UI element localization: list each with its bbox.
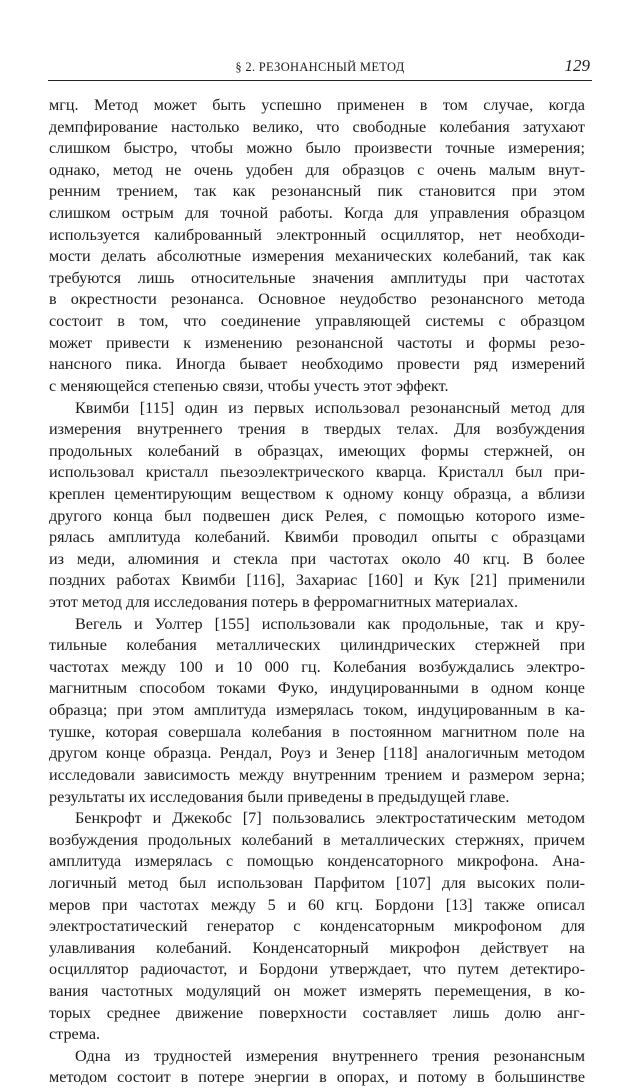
text-line: слишком быстро, чтобы можно было произвести точные измерения; xyxy=(49,139,585,158)
text-line: амплитуда измерялась с помощью конденсаторного микрофона. Ана- xyxy=(49,852,585,871)
text-line: образца; при этом амплитуда измерялась током, индуцированным в ка- xyxy=(49,701,585,720)
text-line: используется калиброванный электронный осциллятор, нет необходи- xyxy=(49,225,585,244)
text-line: нансного пика. Иногда бывает необходимо провести ряд измерений xyxy=(49,355,585,374)
text-line: этот метод для исследования потерь в ферромагнитных материалах. xyxy=(49,593,519,612)
text-line: креплен цементирующим веществом к одному концу образца, а вблизи xyxy=(49,484,585,503)
text-line: тушке, которая совершала колебания в постоянном магнитном поле на xyxy=(49,722,585,741)
text-line: однако, метод не очень удобен для образцов с очень малым внут- xyxy=(49,160,585,179)
text-line: логичный метод был использован Парфитом [107] для высоких поли- xyxy=(49,873,585,892)
text-line: торых среднее движение поверхности составляет лишь долю анг- xyxy=(49,1003,585,1022)
text-line: Бенкрофт и Джекобс [7] пользовались электростатическим методом xyxy=(75,809,585,828)
page-number: 129 xyxy=(564,56,590,75)
text-line: другом конце образца. Рендал, Роуз и Зенер [118] аналогичным методом xyxy=(49,744,585,763)
text-line: Квимби [115] один из первых использовал резонансный метод для xyxy=(75,398,585,417)
text-line: исследовали зависимость между внутренним трением и размером зерна; xyxy=(49,765,585,784)
text-line: поздних работах Квимби [116], Захариас [160] и Кук [21] применили xyxy=(49,571,585,590)
text-line: Одна из трудностей измерения внутреннего трения резонансным xyxy=(75,1046,585,1065)
text-line: методом состоит в потере энергии в опорах, и потому в большинстве xyxy=(49,1068,585,1087)
body-text xyxy=(49,95,585,1089)
text-line: осциллятор радиочастот, и Бордони утверждает, что путем детектиро- xyxy=(49,960,585,979)
text-line: другого конца был подвешен диск Релея, с помощью которого изме- xyxy=(49,506,585,525)
text-line: улавливания колебаний. Конденсаторный микрофон действует на xyxy=(49,938,585,957)
text-line: стрема. xyxy=(49,1025,101,1044)
text-line: возбуждения продольных колебаний в металлических стержнях, причем xyxy=(49,830,585,849)
text-line: требуются лишь относительные значения амплитуды при частотах xyxy=(49,268,585,287)
text-line: тильные колебания металлических цилиндрических стержней при xyxy=(49,636,585,655)
paragraph xyxy=(49,614,585,808)
text-line: может привести к изменению резонансной частоты и формы резо- xyxy=(49,333,585,352)
page-header xyxy=(48,56,592,81)
text-line: вания частотных модуляций он может измерять перемещения, в ко- xyxy=(49,981,585,1000)
text-line: мости делать абсолютные измерения механических колебаний, так как xyxy=(49,247,585,266)
paragraph xyxy=(49,95,585,398)
paragraph xyxy=(49,1046,585,1089)
text-line: ренним трением, так как резонансный пик становится при этом xyxy=(49,182,585,201)
text-line: результаты их исследования были приведены в предыдущей главе. xyxy=(49,787,510,806)
text-line: рялась амплитуда колебаний. Квимби проводил опыты с образцами xyxy=(49,528,585,547)
text-line: использовал кристалл пьезоэлектрического кварца. Кристалл был при- xyxy=(49,463,585,482)
text-line: магнитным способом токами Фуко, индуцированными в одном конце xyxy=(49,679,585,698)
text-line: слишком острым для точной работы. Когда для управления образцом xyxy=(49,204,585,223)
text-line: электростатический генератор с конденсаторным микрофоном для xyxy=(49,917,585,936)
text-line: продольных колебаний в образцах, имеющих формы стержней, он xyxy=(49,441,585,460)
text-line: мгц. Метод может быть успешно применен в том случае, когда xyxy=(49,96,585,114)
text-line: состоит в том, что соединение управляющей системы с образцом xyxy=(49,312,585,331)
running-title: § 2. РЕЗОНАНСНЫЙ МЕТОД xyxy=(235,60,405,74)
text-line: в окрестности резонанса. Основное неудобство резонансного метода xyxy=(49,290,585,309)
text-line: с меняющейся степенью связи, чтобы учесть этот эффект. xyxy=(49,376,449,395)
paragraph xyxy=(49,398,585,614)
text-line: демпфирование настолько велико, что свободные колебания затухают xyxy=(49,117,585,136)
text-line: частотах между 100 и 10 000 гц. Колебания возбуждались электро- xyxy=(49,657,585,676)
text-line: измерения внутреннего трения в твердых телах. Для возбуждения xyxy=(49,420,585,439)
text-line: из меди, алюминия и стекла при частотах около 40 кгц. В более xyxy=(49,549,585,568)
text-line: Вегель и Уолтер [155] использовали как продольные, так и кру- xyxy=(75,614,585,633)
text-line: меров при частотах между 5 и 60 кгц. Бордони [13] также описал xyxy=(49,895,585,914)
paragraph xyxy=(49,808,585,1046)
